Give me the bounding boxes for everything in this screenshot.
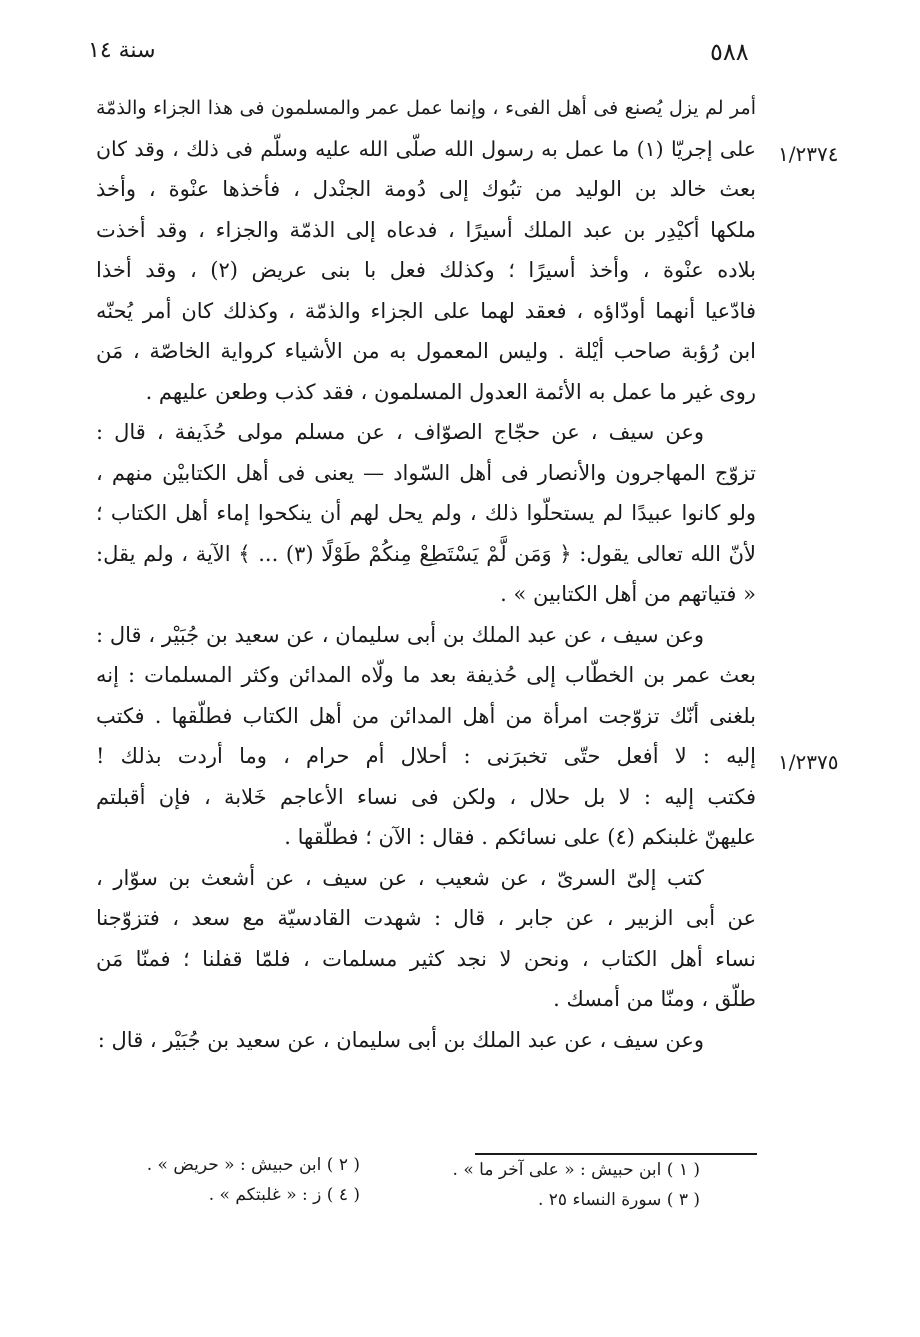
running-header-year: سنة ١٤ bbox=[88, 38, 156, 63]
main-text bbox=[96, 88, 756, 1060]
text-line: لأنّ الله تعالى يقول: ﴿ وَمَن لَّمْ يَسْتَطِعْ مِنكُمْ طَوْلًا (٣) ... ﴾ الآية ، ولم يقل: bbox=[96, 541, 756, 566]
text-line: تزوّج المهاجرون والأنصار فى أهل السّواد — يعنى فى أهل الكتابيْن منهم ، bbox=[96, 460, 756, 485]
text-line: إليه : لا أفعل حتّى تخبرَنى : أحلال أم حرام ، وما أردت بذلك ! bbox=[96, 744, 756, 768]
footnote-2: ( ٢ ) ابن حبيش : « حريض » . bbox=[146, 1155, 360, 1175]
text-line: ملكها أكيْدِر بن عبد الملك أسيرًا ، فدعاه إلى الذمّة والجزاء ، وقد أخذت bbox=[96, 217, 756, 242]
footnote-3: ( ٣ ) سورة النساء ٢٥ . bbox=[537, 1190, 700, 1210]
text-line: وعن سيف ، عن عبد الملك بن أبى سليمان ، عن سعيد بن جُبَيْر ، قال : bbox=[96, 622, 704, 647]
text-line: فادّعيا أنهما أودّاؤه ، فعقد لهما على الجزاء والذمّة ، وكذلك كان أمر يُحنّه bbox=[96, 298, 756, 323]
text-line: بلاده عنْوة ، وأخذ أسيرًا ؛ وكذلك فعل با بنى عريض (٢) ، وقد أخذا bbox=[96, 258, 756, 282]
page-number: ٥٨٨ bbox=[710, 38, 749, 66]
margin-reference-1: ١/٢٣٧٤ bbox=[778, 142, 839, 166]
text-line: كتب إلىّ السرىّ ، عن شعيب ، عن سيف ، عن أشعث بن سوّار ، bbox=[96, 865, 704, 890]
text-line: بعث خالد بن الوليد من تبُوك إلى دُومة الجنْدل ، فأخذها عنْوة ، وأخذ bbox=[96, 177, 756, 201]
text-line: بعث عمر بن الخطّاب إلى حُذيفة بعد ما ولّاه المدائن وكثر المسلمات : إنه bbox=[96, 663, 756, 687]
footnote-4: ( ٤ ) ز : « غلبتكم » . bbox=[208, 1185, 360, 1205]
text-line: « فتياتهم من أهل الكتابين » . bbox=[500, 582, 756, 606]
text-line: عليهنّ غلبنكم (٤) على نسائكم . فقال : الآن ؛ فطلّقها . bbox=[284, 825, 756, 849]
text-line: ولو كانوا عبيدًا لم يستحلّوا ذلك ، ولم يحل لهم أن ينكحوا إماء أهل الكتاب ؛ bbox=[96, 501, 756, 525]
footnote-divider bbox=[475, 1153, 757, 1155]
text-line: طلّق ، ومنّا من أمسك . bbox=[553, 987, 756, 1011]
text-line: روى غير ما عمل به الأئمة العدول المسلمون ، فقد كذب وطعن عليهم . bbox=[145, 379, 756, 404]
text-line: وعن سيف ، عن عبد الملك بن أبى سليمان ، عن سعيد بن جُبَيْر ، قال : bbox=[97, 1027, 704, 1052]
text-line: نساء أهل الكتاب ، ونحن لا نجد كثير مسلمات ، فلمّا قفلنا ؛ فمنّا مَن bbox=[96, 946, 756, 971]
text-line: على إجريّا (١) ما عمل به رسول الله صلّى الله عليه وسلّم فى ذلك ، وقد كان bbox=[96, 136, 756, 161]
text-line: فكتب إليه : لا بل حلال ، ولكن فى نساء الأعاجم خَلابة ، فإن أقبلتم bbox=[96, 784, 756, 809]
text-line: بلغنى أنّك تزوّجت امرأة من أهل المدائن من أهل الكتاب فطلّقها . فكتب bbox=[96, 703, 756, 728]
margin-reference-2: ١/٢٣٧٥ bbox=[778, 750, 839, 774]
text-line: وعن سيف ، عن حجّاج الصوّاف ، عن مسلم مولى حُذَيفة ، قال : bbox=[96, 420, 704, 444]
text-line: أمر لم يزل يُصنع فى أهل الفىء ، وإنما عمل عمر والمسلمون فى هذا الجزاء والذمّة bbox=[96, 97, 756, 119]
text-line: ابن رُؤبة صاحب أيْلة . وليس المعمول به من الأشياء كرواية الخاصّة ، مَن bbox=[96, 339, 756, 363]
footnote-1: ( ١ ) ابن حبيش : « على آخر ما » . bbox=[452, 1160, 700, 1180]
text-line: عن أبى الزبير ، عن جابر ، قال : شهدت القادسيّة مع سعد ، فتزوّجنا bbox=[96, 906, 756, 930]
